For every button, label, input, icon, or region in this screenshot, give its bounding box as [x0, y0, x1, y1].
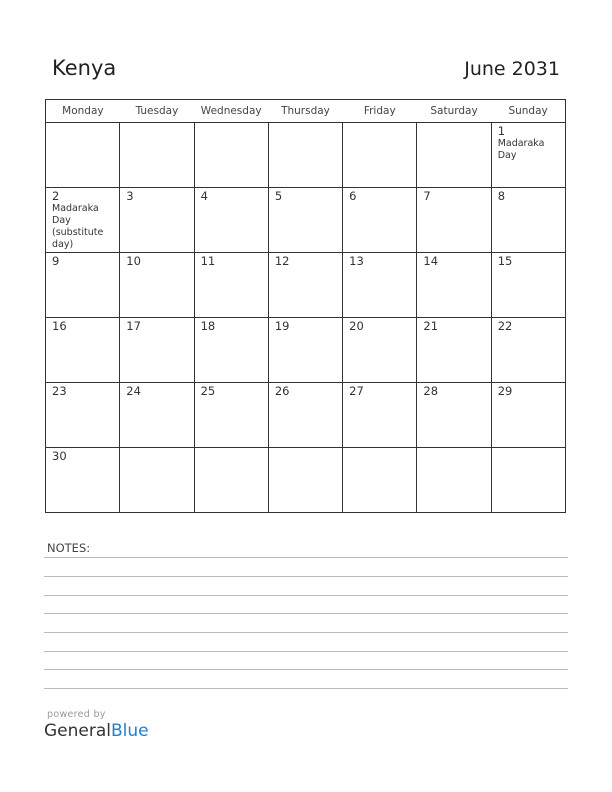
day-number: 1	[497, 124, 506, 138]
day-cell	[46, 318, 120, 383]
day-cell	[343, 448, 417, 513]
day-cell	[417, 448, 491, 513]
weekday-header: Thursday	[268, 100, 342, 123]
week-row	[46, 188, 566, 253]
calendar-grid	[45, 99, 566, 513]
day-number: 25	[200, 384, 216, 398]
day-cell	[491, 383, 565, 448]
day-number: 22	[497, 319, 513, 333]
day-number: 9	[52, 254, 60, 268]
holiday-label: Madaraka Day (substitute day)	[52, 203, 104, 250]
day-number: 3	[126, 189, 134, 203]
day-cell	[268, 188, 342, 253]
note-line	[44, 557, 568, 558]
day-number: 10	[126, 254, 141, 268]
day-cell	[268, 318, 342, 383]
day-number: 15	[497, 254, 513, 268]
note-line	[44, 651, 568, 652]
day-number: 5	[274, 189, 283, 203]
week-row	[46, 448, 566, 513]
week-row	[46, 318, 566, 383]
weekday-header: Sunday	[491, 100, 565, 123]
day-cell	[417, 253, 491, 318]
week-row	[46, 123, 566, 188]
notes-label: NOTES:	[47, 541, 91, 555]
month-year-title: June 2031	[464, 58, 560, 80]
week-row	[46, 253, 566, 318]
day-number: 7	[423, 189, 431, 203]
week-row	[46, 383, 566, 448]
day-cell	[194, 318, 268, 383]
day-cell	[194, 448, 268, 513]
note-line	[44, 613, 568, 614]
day-cell	[46, 383, 120, 448]
day-number: 21	[423, 319, 439, 333]
day-cell	[268, 448, 342, 513]
day-cell	[194, 123, 268, 188]
day-cell	[46, 123, 120, 188]
day-number: 16	[52, 319, 67, 333]
note-line	[44, 669, 568, 670]
day-cell	[491, 318, 565, 383]
day-cell	[491, 448, 565, 513]
note-line	[44, 632, 568, 633]
note-line	[44, 688, 568, 689]
day-number: 4	[200, 189, 208, 203]
day-cell	[120, 253, 194, 318]
day-number: 2	[52, 189, 60, 203]
day-cell	[120, 318, 194, 383]
day-cell	[343, 318, 417, 383]
day-number: 6	[349, 189, 357, 203]
day-number: 27	[349, 384, 364, 398]
brand-general-text: General	[44, 721, 111, 741]
day-number: 30	[52, 449, 67, 463]
day-cell	[417, 123, 491, 188]
day-cell	[268, 123, 342, 188]
day-number: 23	[52, 384, 67, 398]
day-cell	[46, 448, 120, 513]
weekday-header: Saturday	[417, 100, 491, 123]
note-line	[44, 576, 568, 577]
weekday-header-row	[46, 100, 566, 123]
day-cell	[343, 253, 417, 318]
day-cell	[343, 188, 417, 253]
day-cell	[120, 123, 194, 188]
weekday-header: Tuesday	[120, 100, 194, 123]
day-cell	[120, 188, 194, 253]
day-cell	[268, 383, 342, 448]
brand-blue-text: Blue	[111, 721, 149, 741]
day-number: 8	[497, 189, 506, 203]
day-cell	[120, 383, 194, 448]
weekday-header: Friday	[343, 100, 417, 123]
day-cell	[343, 123, 417, 188]
day-number: 18	[200, 319, 216, 333]
day-cell	[491, 188, 565, 253]
day-number: 14	[423, 254, 439, 268]
day-number: 17	[126, 319, 141, 333]
day-cell	[194, 253, 268, 318]
day-number: 24	[126, 384, 141, 398]
day-cell	[120, 448, 194, 513]
day-cell	[491, 123, 565, 188]
day-cell	[417, 383, 491, 448]
powered-by-text: powered by	[47, 709, 106, 720]
day-number: 28	[423, 384, 439, 398]
note-line	[44, 595, 568, 596]
country-title: Kenya	[52, 56, 117, 80]
day-number: 11	[200, 254, 216, 268]
day-number: 12	[274, 254, 290, 268]
day-cell	[343, 383, 417, 448]
day-number: 13	[349, 254, 364, 268]
day-number: 26	[274, 384, 290, 398]
day-cell	[46, 188, 120, 253]
day-number: 29	[497, 384, 513, 398]
weekday-header: Monday	[46, 100, 120, 123]
weekday-header: Wednesday	[194, 100, 268, 123]
day-cell	[268, 253, 342, 318]
day-number: 19	[274, 319, 290, 333]
day-cell	[194, 383, 268, 448]
day-number: 20	[349, 319, 364, 333]
day-cell	[417, 188, 491, 253]
day-cell	[491, 253, 565, 318]
day-cell	[417, 318, 491, 383]
day-cell	[46, 253, 120, 318]
day-cell	[194, 188, 268, 253]
holiday-label: Madaraka Day	[497, 138, 545, 161]
generalblue-logo[interactable]	[44, 721, 149, 741]
